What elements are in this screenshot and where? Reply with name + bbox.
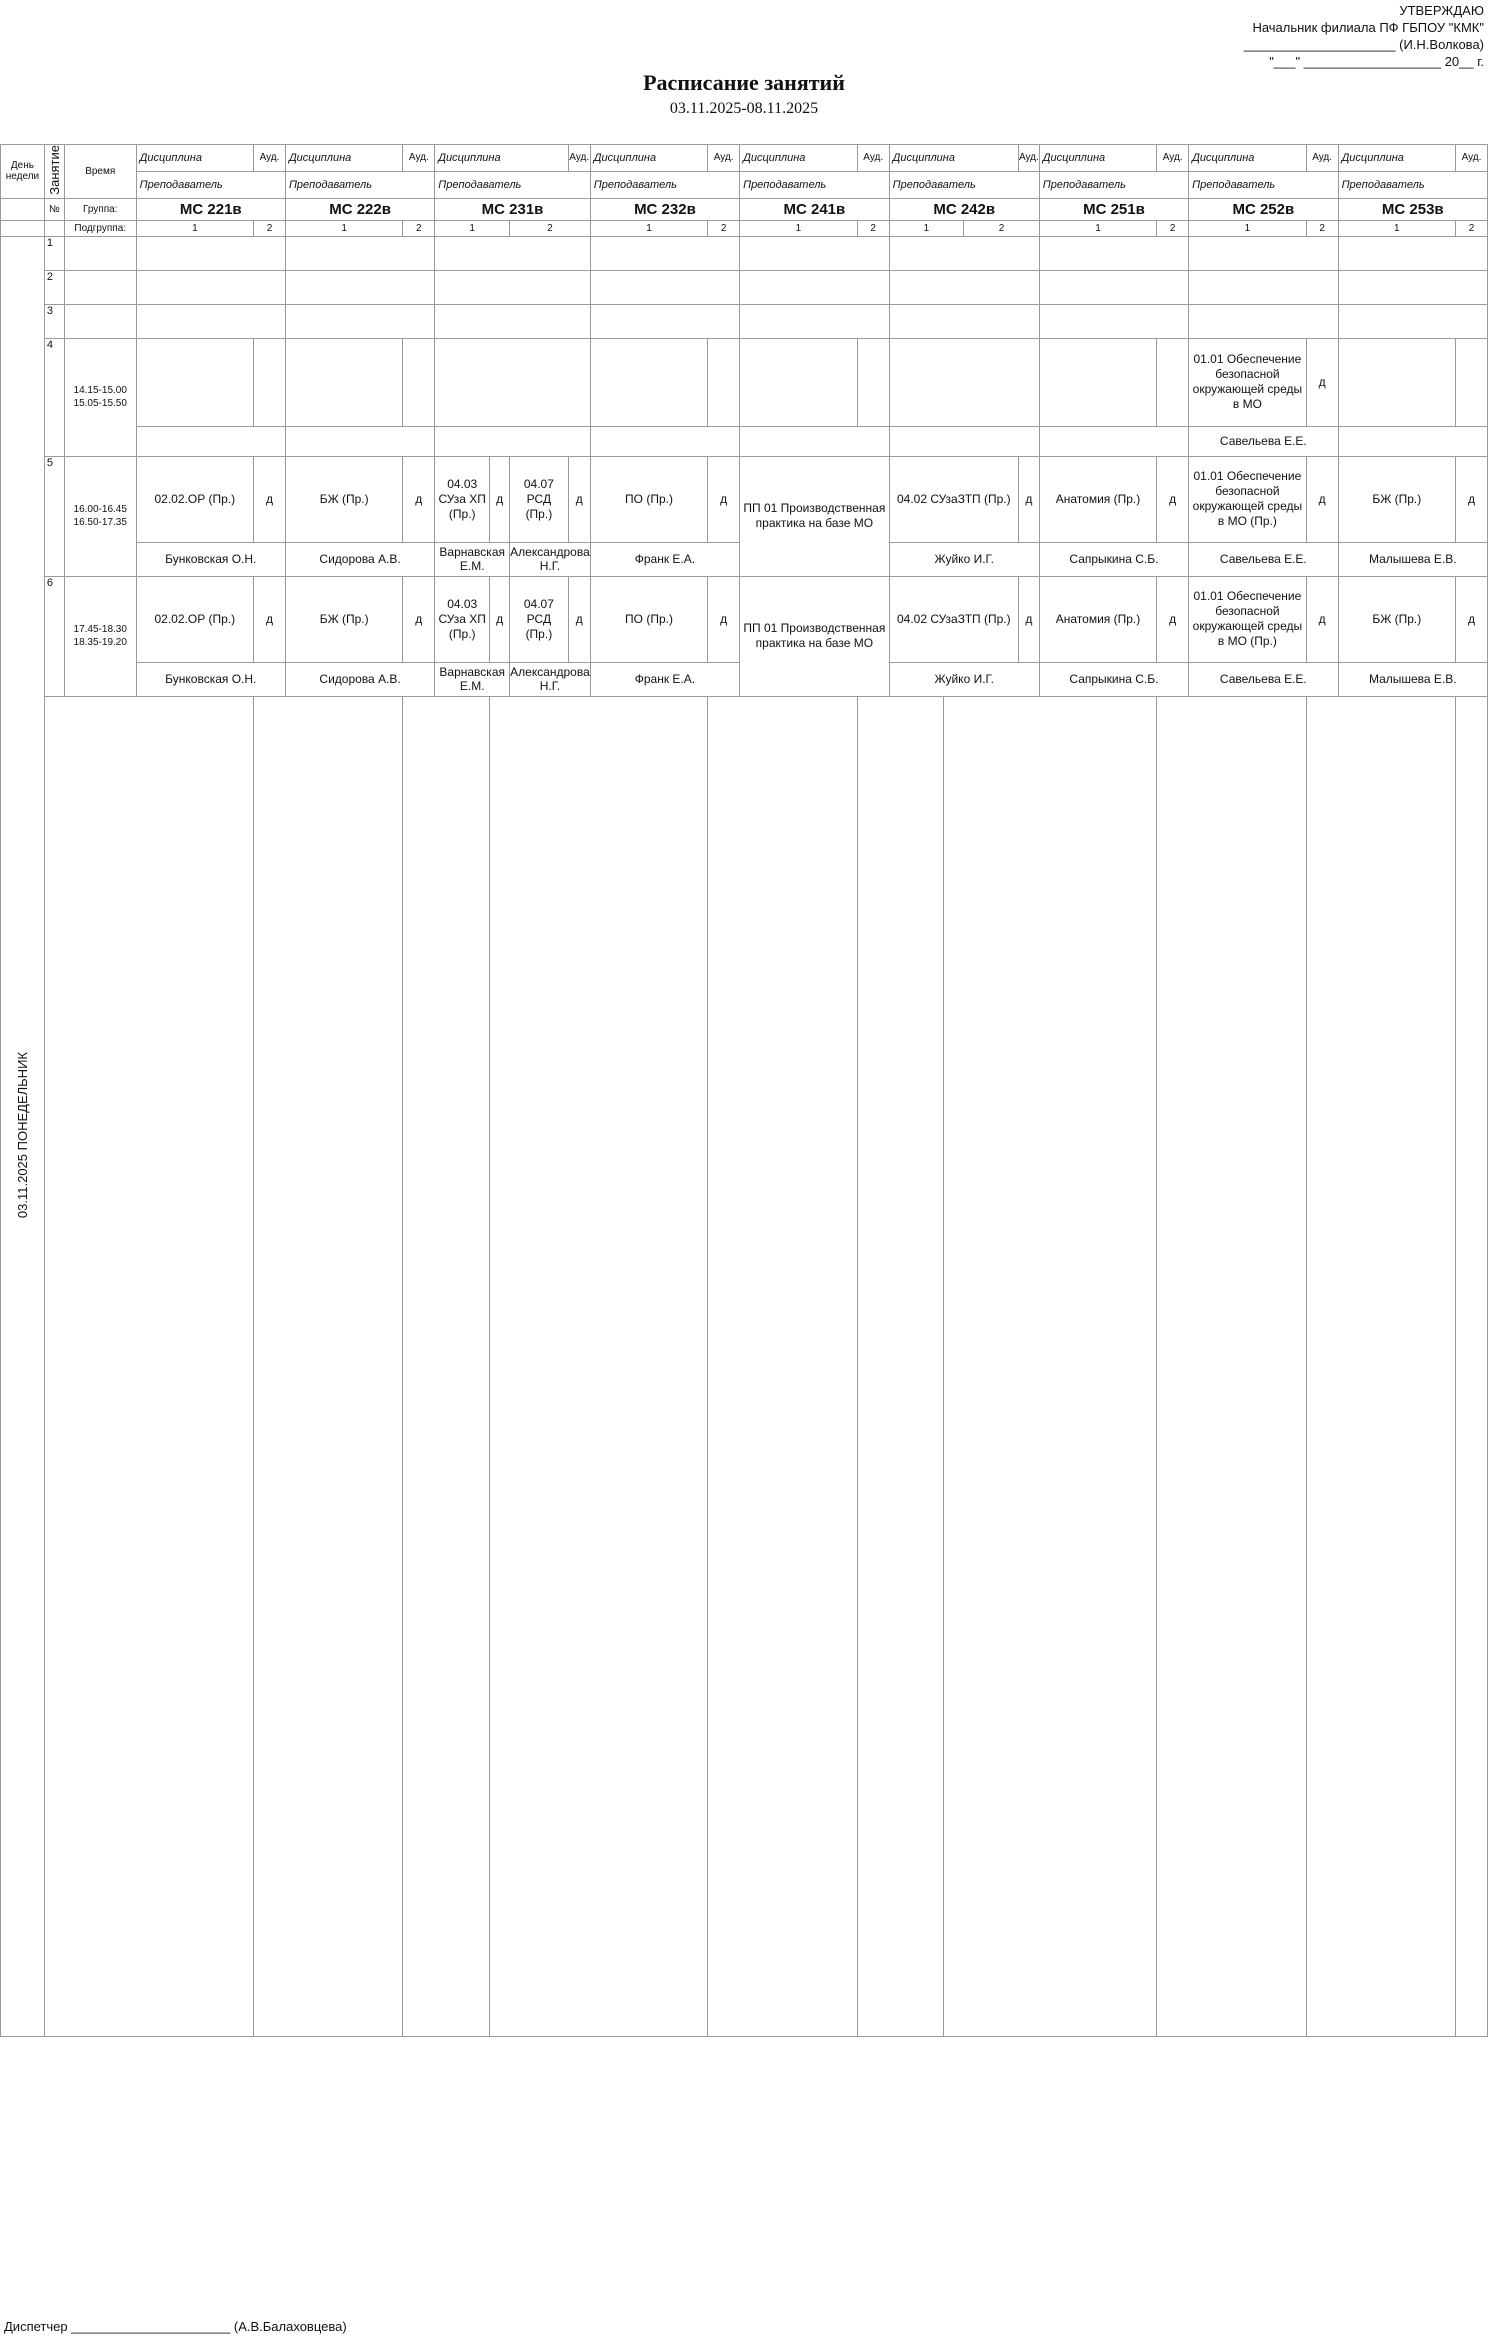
approval-line-3: _____________________ (И.Н.Волкова) (1243, 37, 1484, 52)
lesson-aud: д (1456, 456, 1488, 542)
lesson-discipline: 04.07 РСД (Пр.) (510, 456, 568, 542)
lesson-number: 6 (44, 576, 64, 696)
group-name: МС 241в (740, 198, 890, 220)
header-time: Время (64, 145, 136, 199)
header-teacher: Преподаватель (435, 171, 591, 198)
header-discipline: Дисциплина (1189, 145, 1307, 172)
group-name: МС 242в (889, 198, 1039, 220)
approval-line-4: "___" ___________________ 20__ г. (1269, 54, 1484, 69)
lesson-aud: д (1018, 456, 1039, 542)
lesson-number: 5 (44, 456, 64, 576)
header-row-discipline (1, 145, 1488, 172)
header-teacher: Преподаватель (285, 171, 434, 198)
group-row (1, 198, 1488, 220)
lesson-discipline: 01.01 Обеспечение безопасной окружающей среды в МО (Пр.) (1189, 456, 1307, 542)
lesson-aud: д (490, 456, 510, 542)
day1-lesson6-disc-row (1, 576, 1488, 662)
lesson-aud: д (254, 456, 286, 542)
day1-lesson4-teacher-row (1, 426, 1488, 456)
subgroup-2: 2 (708, 220, 740, 236)
lesson-time: 17.45-18.30 18.35-19.20 (64, 576, 136, 696)
lesson-aud: д (490, 576, 510, 662)
subgroup-2: 2 (857, 220, 889, 236)
header-discipline: Дисциплина (136, 145, 253, 172)
lesson-aud: д (1157, 576, 1189, 662)
header-teacher: Преподаватель (1338, 171, 1487, 198)
subgroup-2: 2 (1456, 220, 1488, 236)
header-aud: Ауд. (403, 145, 435, 172)
lesson-teacher: Варнавская Е.М. (435, 662, 510, 696)
subgroup-2: 2 (510, 220, 591, 236)
lesson-number: 3 (44, 304, 64, 338)
lesson-discipline: 01.01 Обеспечение безопасной окружающей среды в МО (1189, 338, 1307, 426)
lesson-teacher: Франк Е.А. (590, 542, 739, 576)
header-aud: Ауд. (857, 145, 889, 172)
lesson-discipline: 02.02.ОР (Пр.) (136, 576, 253, 662)
header-aud: Ауд. (1157, 145, 1189, 172)
lesson-discipline: ПО (Пр.) (590, 456, 707, 542)
subgroup-1: 1 (285, 220, 402, 236)
group-name: МС 253в (1338, 198, 1487, 220)
lesson-aud: д (403, 456, 435, 542)
header-discipline: Дисциплина (740, 145, 858, 172)
group-name: МС 221в (136, 198, 285, 220)
lesson-discipline: 04.02 СУзаЗТП (Пр.) (889, 576, 1018, 662)
lesson-discipline: 02.02.ОР (Пр.) (136, 456, 253, 542)
header-lesson: Занятие (44, 145, 64, 199)
lesson-discipline: БЖ (Пр.) (285, 456, 402, 542)
subgroup-2: 2 (964, 220, 1040, 236)
header-aud: Ауд. (708, 145, 740, 172)
lesson-aud: д (1157, 456, 1189, 542)
header-aud: Ауд. (254, 145, 286, 172)
lesson-aud: д (254, 576, 286, 662)
lesson-teacher: Сапрыкина С.Б. (1039, 542, 1188, 576)
lesson-teacher: Варнавская Е.М. (435, 542, 510, 576)
lesson-teacher: Сидорова А.В. (285, 542, 434, 576)
header-aud: Ауд. (568, 145, 590, 172)
lesson-discipline: 04.03 СУза ХП (Пр.) (435, 576, 490, 662)
lesson-number: 2 (44, 270, 64, 304)
lesson-aud: д (1306, 456, 1338, 542)
lesson-teacher: Александрова Н.Г. (510, 662, 591, 696)
lesson-aud: д (568, 456, 590, 542)
lesson-discipline: Анатомия (Пр.) (1039, 456, 1156, 542)
subgroup-1: 1 (1039, 220, 1156, 236)
lesson-teacher: Сапрыкина С.Б. (1039, 662, 1188, 696)
header-aud: Ауд. (1306, 145, 1338, 172)
lesson-discipline: 04.07 РСД (Пр.) (510, 576, 568, 662)
lesson-discipline: 01.01 Обеспечение безопасной окружающей среды в МО (Пр.) (1189, 576, 1307, 662)
lesson-discipline: БЖ (Пр.) (1338, 456, 1455, 542)
day1-label: 03.11.2025 ПОНЕДЕЛЬНИК (1, 236, 45, 2036)
lesson-aud: д (568, 576, 590, 662)
lesson-teacher: Малышева Е.В. (1338, 662, 1487, 696)
subgroup-2: 2 (254, 220, 286, 236)
lesson-time: 14.15-15.00 15.05-15.50 (64, 338, 136, 456)
remaining-days-area (1, 696, 1488, 2036)
lesson-discipline: 04.02 СУзаЗТП (Пр.) (889, 456, 1018, 542)
header-aud: Ауд. (1456, 145, 1488, 172)
lesson-teacher: Жуйко И.Г. (889, 662, 1039, 696)
lesson-teacher: Жуйко И.Г. (889, 542, 1039, 576)
lesson-aud: д (1456, 576, 1488, 662)
lesson-discipline: Анатомия (Пр.) (1039, 576, 1156, 662)
subgroup-2: 2 (1306, 220, 1338, 236)
subgroup-1: 1 (1338, 220, 1455, 236)
subgroup-2: 2 (1157, 220, 1189, 236)
lesson-teacher: Сидорова А.В. (285, 662, 434, 696)
header-aud: Ауд. (1018, 145, 1039, 172)
group-name: МС 222в (285, 198, 434, 220)
lesson-discipline: ПП 01 Производственная практика на базе МО (740, 576, 890, 696)
lesson-aud: д (708, 456, 740, 542)
lesson-discipline: БЖ (Пр.) (285, 576, 402, 662)
lesson-aud: д (403, 576, 435, 662)
header-discipline: Дисциплина (1039, 145, 1156, 172)
page-title: Расписание занятий (643, 70, 845, 95)
header-group: Группа: (64, 198, 136, 220)
lesson-number: 1 (44, 236, 64, 270)
subgroup-1: 1 (435, 220, 510, 236)
subgroup-row (1, 220, 1488, 236)
day1-lesson2-row (1, 270, 1488, 304)
header-row-teacher (1, 171, 1488, 198)
lesson-time: 16.00-16.45 16.50-17.35 (64, 456, 136, 576)
day1-lesson3-row (1, 304, 1488, 338)
day1-lesson4-disc-row (1, 338, 1488, 426)
lesson-teacher: Савельева Е.Е. (1189, 542, 1338, 576)
header-num: № (44, 198, 64, 220)
schedule-table (0, 144, 1488, 2037)
group-name: МС 231в (435, 198, 591, 220)
subgroup-1: 1 (136, 220, 253, 236)
header-discipline: Дисциплина (1338, 145, 1455, 172)
subgroup-1: 1 (889, 220, 964, 236)
subgroup-1: 1 (1189, 220, 1307, 236)
lesson-discipline: 04.03 СУза ХП (Пр.) (435, 456, 490, 542)
day1-lesson5-disc-row (1, 456, 1488, 542)
schedule-period: 03.11.2025-08.11.2025 (669, 100, 819, 117)
header-discipline: Дисциплина (889, 145, 1018, 172)
group-name: МС 252в (1189, 198, 1338, 220)
lesson-discipline: ПП 01 Производственная практика на базе МО (740, 456, 890, 576)
header-day: День недели (1, 145, 45, 199)
lesson-aud: д (1306, 338, 1338, 426)
lesson-teacher: Бунковская О.Н. (136, 542, 285, 576)
lesson-teacher: Александрова Н.Г. (510, 542, 591, 576)
lesson-aud: д (1018, 576, 1039, 662)
lesson-teacher: Франк Е.А. (590, 662, 739, 696)
lesson-discipline: БЖ (Пр.) (1338, 576, 1455, 662)
lesson-teacher: Бунковская О.Н. (136, 662, 285, 696)
header-teacher: Преподаватель (1189, 171, 1338, 198)
lesson-aud: д (708, 576, 740, 662)
lesson-teacher: Малышева Е.В. (1338, 542, 1487, 576)
header-teacher: Преподаватель (1039, 171, 1188, 198)
header-subgroup: Подгруппа: (64, 220, 136, 236)
header-teacher: Преподаватель (136, 171, 285, 198)
header-discipline: Дисциплина (590, 145, 707, 172)
header-teacher: Преподаватель (590, 171, 739, 198)
lesson-discipline: ПО (Пр.) (590, 576, 707, 662)
header-teacher: Преподаватель (889, 171, 1039, 198)
day1-lesson1-row (1, 236, 1488, 270)
dispatcher-signature: Диспетчер ______________________ (А.В.Балаховцева) (4, 2319, 347, 2334)
approval-block (1244, 2, 1484, 70)
header-discipline: Дисциплина (435, 145, 568, 172)
group-name: МС 232в (590, 198, 739, 220)
header-teacher: Преподаватель (740, 171, 890, 198)
lesson-number: 4 (44, 338, 64, 456)
lesson-teacher: Савельева Е.Е. (1189, 426, 1338, 456)
lesson-teacher: Савельева Е.Е. (1189, 662, 1338, 696)
approval-line-2: Начальник филиала ПФ ГБПОУ "КМК" (1252, 20, 1484, 35)
group-name: МС 251в (1039, 198, 1188, 220)
subgroup-1: 1 (590, 220, 707, 236)
approval-line-1: УТВЕРЖДАЮ (1399, 3, 1484, 18)
subgroup-1: 1 (740, 220, 858, 236)
lesson-aud: д (1306, 576, 1338, 662)
subgroup-2: 2 (403, 220, 435, 236)
header-discipline: Дисциплина (285, 145, 402, 172)
